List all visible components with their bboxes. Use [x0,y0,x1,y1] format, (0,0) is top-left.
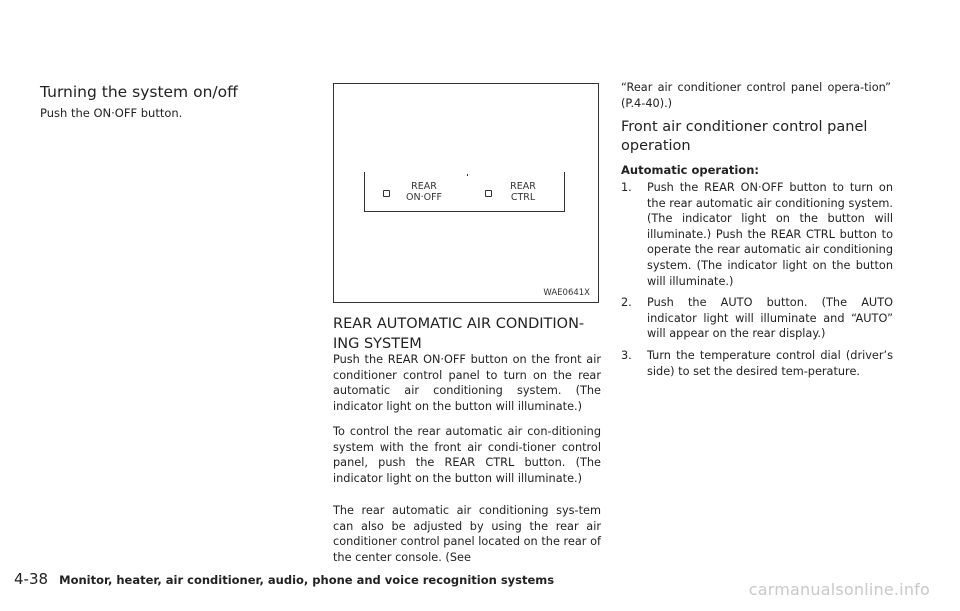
rear-ac-paragraph-1: Push the REAR ON·OFF button on the front air conditioner control panel to turn on the rear automatic air conditioning system. (The indicator light on the button will illuminate.) [333,353,601,413]
heading-line1: REAR AUTOMATIC AIR CONDITION- [333,316,585,332]
heading-line1: Front air conditioner control panel [621,119,868,135]
rear-ac-paragraph-3: The rear automatic air conditioning sys-tem can also be adjusted by using the rear air conditioner control panel located on the rear of the center console. (See [333,504,601,564]
chapter-title: Monitor, heater, air conditioner, audio, phone and voice recognition systems [59,573,555,587]
rear-ctrl-indicator-square [485,190,492,197]
step-number: 2. [621,296,632,310]
rear-ac-paragraph-2: To control the rear automatic air con-ditioning system with the front air condi-tioner control panel, push the REAR CTRL button. (The indicator light on the button will illuminate.) [333,425,601,485]
step-text: Push the REAR ON·OFF button to turn on the rear automatic air conditioning system. (The indicator light on the button will illuminate.) Push the REAR CTRL button to operate the rear automatic air conditioning system. (The indicator light on the button will illuminate.) [647,181,893,288]
automatic-operation-label: Automatic operation: [621,163,759,177]
rear-ctrl-label-line1: REAR [510,181,536,192]
rear-ctrl-label [503,181,543,203]
rear-onoff-label-line1: REAR [411,181,437,192]
step-number: 3. [621,348,632,362]
site-watermark: carmanualsonline.info [748,580,930,599]
section-body-push-onoff: Push the ON·OFF button. [40,106,183,120]
step-item [621,295,893,342]
rear-panel-reference: “Rear air conditioner control panel opera-tion” (P.4-40).) [621,81,891,110]
step-item [621,348,893,379]
step-item [621,180,893,289]
rear-ctrl-label-line2: CTRL [510,192,536,203]
section-heading-rear-auto-ac [333,314,603,354]
rear-onoff-label [399,181,449,203]
automatic-operation-steps [621,180,893,385]
heading-line2: ING SYSTEM [333,336,422,352]
page-number: 4-38 [14,570,49,588]
control-panel-outline [364,172,565,212]
heading-line2: operation [621,138,691,154]
section-heading-turning-on-off: Turning the system on/off [40,83,238,101]
rear-onoff-label-line2: ON·OFF [405,192,442,203]
step-text: Push the AUTO button. (The AUTO indicator light will illuminate and “AUTO” will appear on the rear display.) [647,296,893,341]
control-panel-illustration [333,83,599,303]
section-heading-front-ac-panel [621,118,893,156]
step-number: 1. [621,181,632,194]
figure-code: WAE0641X [543,288,590,298]
step-text: Turn the temperature control dial (driver’s side) to set the desired tem-perature. [647,348,893,378]
page-footer [14,569,554,588]
rear-onoff-indicator-square [383,190,390,197]
